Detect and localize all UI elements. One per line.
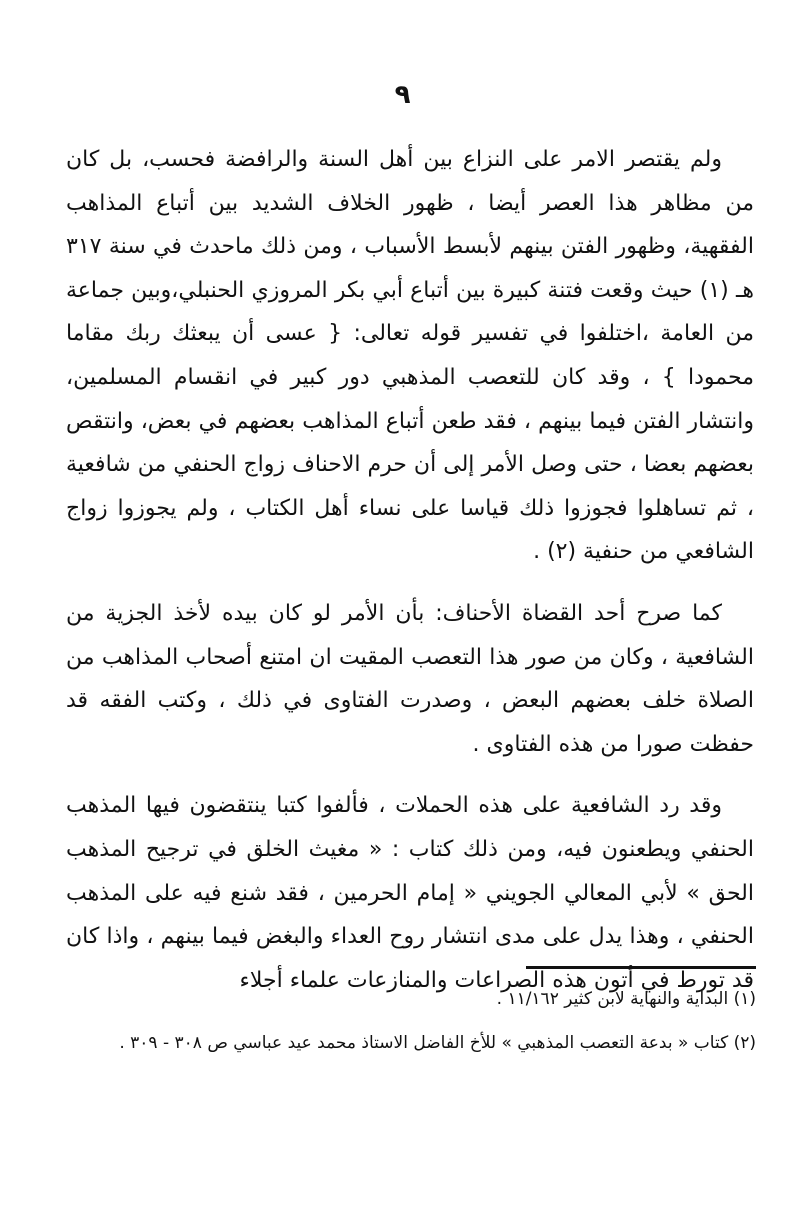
page-number: ٩ (394, 80, 411, 110)
paragraph-1: ولم يقتصر الامر على النزاع بين أهل السنة والرافضة فحسب، بل كان من مظاهر هذا العصر أيضا ، ظهور الخلاف الشديد بين أتباع المذاهب الفقهية، وظهور الفتن بينهم لأبسط الأسباب ، ومن ذلك ماحدث في سنة ٣١٧ هـ (١) حيث وقعت فتنة كبيرة بين أتباع أبي بكر المروزي الحنبلي،وبين جماعة من العامة ،اختلفوا في تفسير قوله تعالى: { عسى أن يبعثك ربك مقاما محمودا } ، وقد كان للتعصب المذهبي دور كبير في انقسام المسلمين، وانتشار الفتن فيما بينهم ، فقد طعن أتباع المذاهب بعضهم في بعض، وانتقص بعضهم بعضا ، حتى وصل الأمر إلى أن حرم الاحناف زواج الحنفي من شافعية ، ثم تساهلوا فجوزوا ذلك قياسا على نساء أهل الكتاب ، ولم يجوزوا زواج الشافعي من حنفية (٢) . (66, 147, 754, 565)
paragraph-2: كما صرح أحد القضاة الأحناف: بأن الأمر لو كان بيده لأخذ الجزية من الشافعية ، وكان من صور هذا التعصب المقيت ان امتنع أصحاب المذاهب من الصلاة خلف بعضهم البعض ، وصدرت الفتاوى في ذلك ، وكتب الفقه قد حفظت صورا من هذه الفتاوى . (66, 600, 754, 757)
footnote-2: (٢) كتاب « بدعة التعصب المذهبي » للأخ الفاضل الاستاذ محمد عيد عباسي ص ٣٠٨ - ٣٠٩ . (119, 1033, 756, 1053)
footnotes (66, 984, 756, 1072)
paragraph-3: وقد رد الشافعية على هذه الحملات ، فألفوا كتبا ينتقضون فيها المذهب الحنفي ويطعنون فيه، ومن ذلك كتاب : « مغيث الخلق في ترجيح المذهب الحق » لأبي المعالي الجويني « إمام الحرمين ، فقد شنع فيه على المذهب الحنفي ، وهذا يدل على مدى انتشار روح العداء والبغض فيما بينهم ، واذا كان قد تورط في أتون هذه الصراعات والمنازعات علماء أجلاء (66, 793, 754, 993)
footnote-divider (526, 966, 756, 969)
footnote-1: (١) البداية والنهاية لابن كثير ١١/١٦٢ . (496, 989, 756, 1009)
main-text (66, 138, 754, 1002)
